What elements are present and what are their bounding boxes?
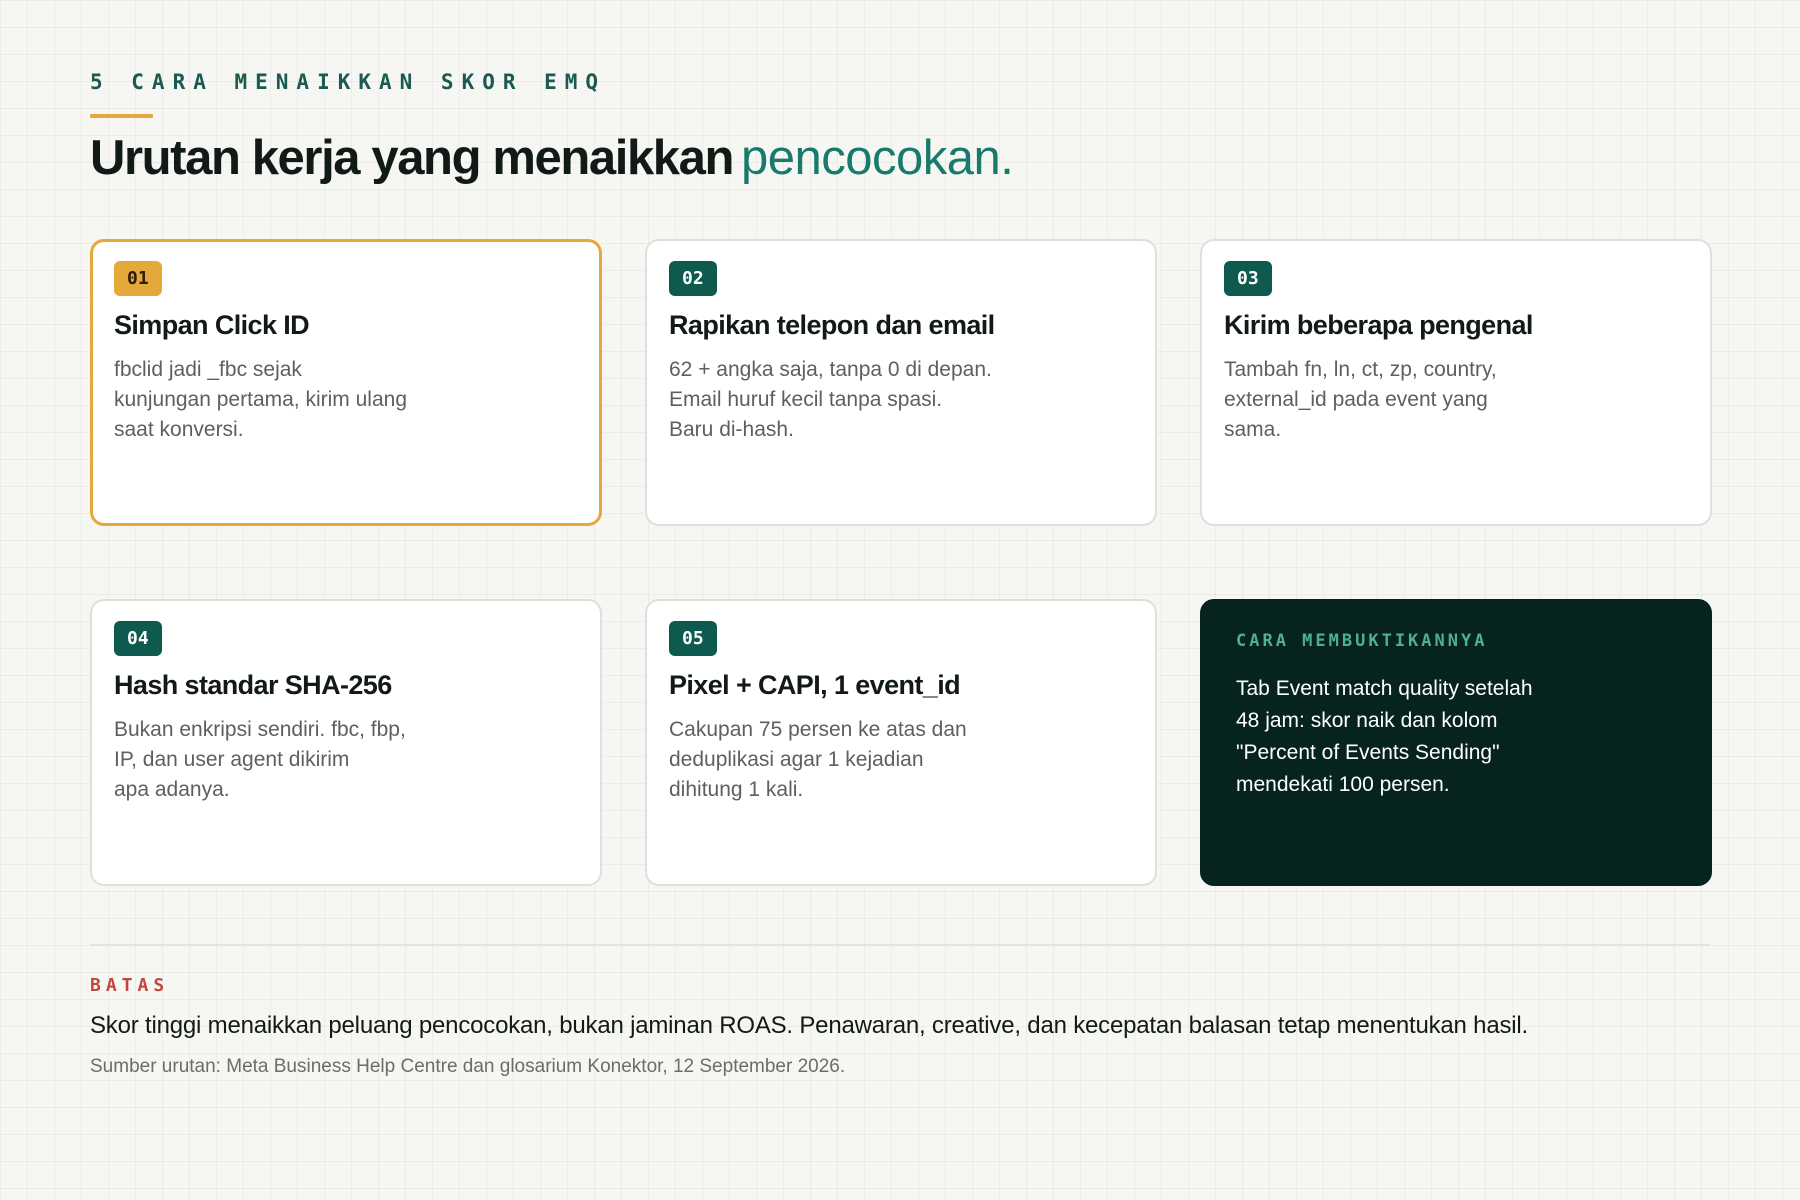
step-number-badge: 02 bbox=[669, 261, 717, 296]
page-title-main: Urutan kerja yang menaikkan bbox=[90, 131, 734, 185]
step-card-5 bbox=[645, 599, 1157, 886]
proof-card bbox=[1200, 599, 1712, 886]
step-number-badge: 04 bbox=[114, 621, 162, 656]
source-note: Sumber urutan: Meta Business Help Centre dan glosarium Konektor, 12 September 2026. bbox=[90, 1056, 846, 1077]
step-number-badge: 05 bbox=[669, 621, 717, 656]
page-title bbox=[90, 130, 1013, 186]
section-eyebrow: 5 CARA MENAIKKAN SKOR EMQ bbox=[90, 70, 607, 94]
step-title: Pixel + CAPI, 1 event_id bbox=[669, 670, 960, 700]
step-card-1 bbox=[90, 239, 602, 526]
limit-label: BATAS bbox=[90, 975, 170, 996]
step-title: Rapikan telepon dan email bbox=[669, 310, 995, 340]
step-description: 62 + angka saja, tanpa 0 di depan. Email huruf kecil tanpa spasi. Baru di-hash. bbox=[669, 358, 992, 441]
step-card-2 bbox=[645, 239, 1157, 526]
step-number-badge: 01 bbox=[114, 261, 162, 296]
limit-text: Skor tinggi menaikkan peluang pencocokan, bukan jaminan ROAS. Penawaran, creative, dan kecepatan balasan tetap menentukan hasil. bbox=[90, 1012, 1529, 1039]
step-description: Cakupan 75 persen ke atas dan deduplikasi agar 1 kejadian dihitung 1 kali. bbox=[669, 718, 967, 801]
step-description: fbclid jadi _fbc sejak kunjungan pertama, kirim ulang saat konversi. bbox=[114, 358, 407, 441]
page bbox=[90, 0, 1710, 1200]
step-card-4 bbox=[90, 599, 602, 886]
step-title: Simpan Click ID bbox=[114, 310, 310, 340]
step-title: Kirim beberapa pengenal bbox=[1224, 310, 1533, 340]
step-card-3 bbox=[1200, 239, 1712, 526]
step-number-badge: 03 bbox=[1224, 261, 1272, 296]
step-title: Hash standar SHA-256 bbox=[114, 670, 392, 700]
eyebrow-underline bbox=[90, 114, 153, 118]
steps-grid bbox=[90, 239, 1712, 886]
step-description: Tambah fn, ln, ct, zp, country, external_id pada event yang sama. bbox=[1224, 358, 1497, 441]
section-divider bbox=[90, 944, 1710, 946]
page-title-accent: pencocokan. bbox=[741, 131, 1014, 185]
proof-label: CARA MEMBUKTIKANNYA bbox=[1236, 631, 1488, 651]
step-description: Bukan enkripsi sendiri. fbc, fbp, IP, dan user agent dikirim apa adanya. bbox=[114, 718, 406, 801]
proof-text: Tab Event match quality setelah 48 jam: skor naik dan kolom "Percent of Events Sending" mendekati 100 persen. bbox=[1236, 677, 1533, 796]
